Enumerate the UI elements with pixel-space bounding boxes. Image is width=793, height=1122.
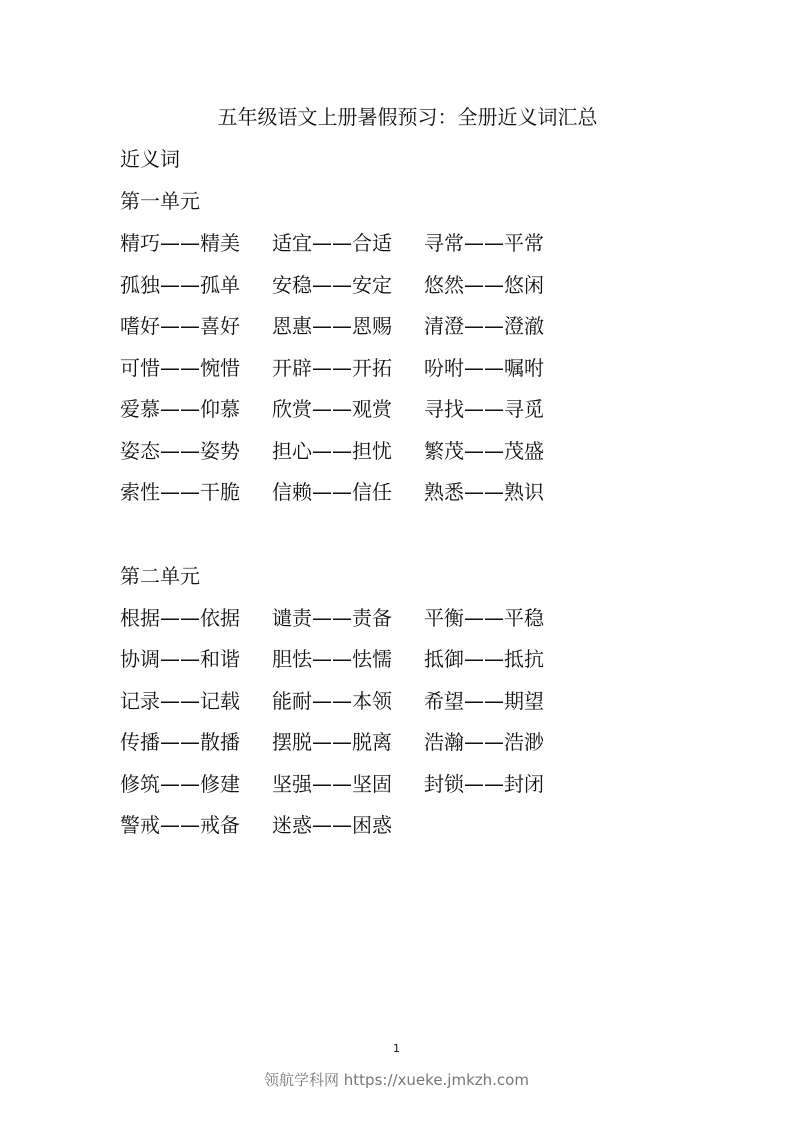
synonym-pair: 协调——和谐 — [120, 647, 240, 671]
synonym-pair: 希望——期望 — [424, 688, 544, 713]
document-title: 五年级语文上册暑假预习：全册近义词汇总 — [217, 105, 598, 129]
synonym-pair: 摆脱——脱离 — [272, 730, 392, 754]
unit-heading: 第二单元 — [120, 563, 200, 588]
synonym-pair: 嗜好——喜好 — [120, 314, 240, 338]
synonym-pair: 抵御——抵抗 — [424, 647, 544, 671]
synonym-row — [120, 645, 760, 673]
synonym-pair: 孤独——孤单 — [120, 272, 240, 297]
synonym-row — [120, 687, 760, 715]
synonym-pair: 恩惠——恩赐 — [272, 314, 392, 338]
synonym-row — [120, 271, 760, 299]
synonym-row — [120, 770, 760, 798]
synonym-pair: 信赖——信任 — [272, 480, 392, 504]
synonym-row — [120, 811, 760, 839]
unit-2-word-list — [120, 604, 760, 840]
synonym-row — [120, 437, 760, 465]
synonym-pair: 记录——记载 — [120, 688, 240, 713]
synonym-pair: 能耐——本领 — [272, 688, 392, 713]
synonym-pair: 担心——担忧 — [272, 438, 392, 463]
synonym-pair: 根据——依据 — [120, 605, 240, 630]
unit-spacer — [120, 520, 760, 562]
synonym-pair: 适宜——合适 — [272, 231, 392, 255]
footer-watermark: 领航学科网 https://xueke.jmkzh.com — [264, 1071, 529, 1089]
synonym-pair: 吩咐——嘱咐 — [424, 355, 544, 380]
synonym-pair: 爱慕——仰慕 — [120, 397, 240, 421]
page-number: 1 — [393, 1042, 400, 1055]
synonym-pair: 胆怯——怯懦 — [272, 647, 392, 671]
synonym-pair: 迷惑——困惑 — [272, 813, 392, 837]
synonym-pair: 姿态——姿势 — [120, 438, 240, 463]
synonym-row — [120, 229, 760, 257]
synonym-pair: 寻常——平常 — [424, 231, 544, 255]
synonym-pair: 修筑——修建 — [120, 771, 240, 796]
synonym-row — [120, 395, 760, 423]
synonym-pair: 熟悉——熟识 — [424, 480, 544, 504]
synonym-pair: 封锁——封闭 — [424, 771, 544, 796]
section-heading: 近义词 — [120, 147, 180, 171]
synonym-pair: 浩瀚——浩渺 — [424, 730, 544, 754]
synonym-pair: 欣赏——观赏 — [272, 397, 392, 421]
synonym-pair: 寻找——寻觅 — [424, 397, 544, 421]
document-body — [120, 145, 760, 853]
synonym-row — [120, 354, 760, 382]
unit-heading: 第一单元 — [120, 189, 200, 213]
synonym-pair: 繁茂——茂盛 — [424, 438, 544, 463]
synonym-pair: 警戒——戒备 — [120, 813, 240, 837]
synonym-pair: 平衡——平稳 — [424, 605, 544, 630]
synonym-pair: 坚强——坚固 — [272, 771, 392, 796]
unit-1-word-list — [120, 229, 760, 506]
synonym-row — [120, 312, 760, 340]
synonym-pair: 悠然——悠闲 — [424, 272, 544, 297]
synonym-row — [120, 478, 760, 506]
synonym-pair: 索性——干脆 — [120, 480, 240, 504]
synonym-pair: 安稳——安定 — [272, 272, 392, 297]
synonym-pair: 开辟——开拓 — [272, 355, 392, 380]
synonym-pair: 谴责——责备 — [272, 605, 392, 630]
synonym-pair: 传播——散播 — [120, 730, 240, 754]
synonym-row — [120, 728, 760, 756]
synonym-pair: 精巧——精美 — [120, 231, 240, 255]
synonym-pair: 清澄——澄澈 — [424, 314, 544, 338]
synonym-pair: 可惜——惋惜 — [120, 355, 240, 380]
synonym-row — [120, 604, 760, 632]
